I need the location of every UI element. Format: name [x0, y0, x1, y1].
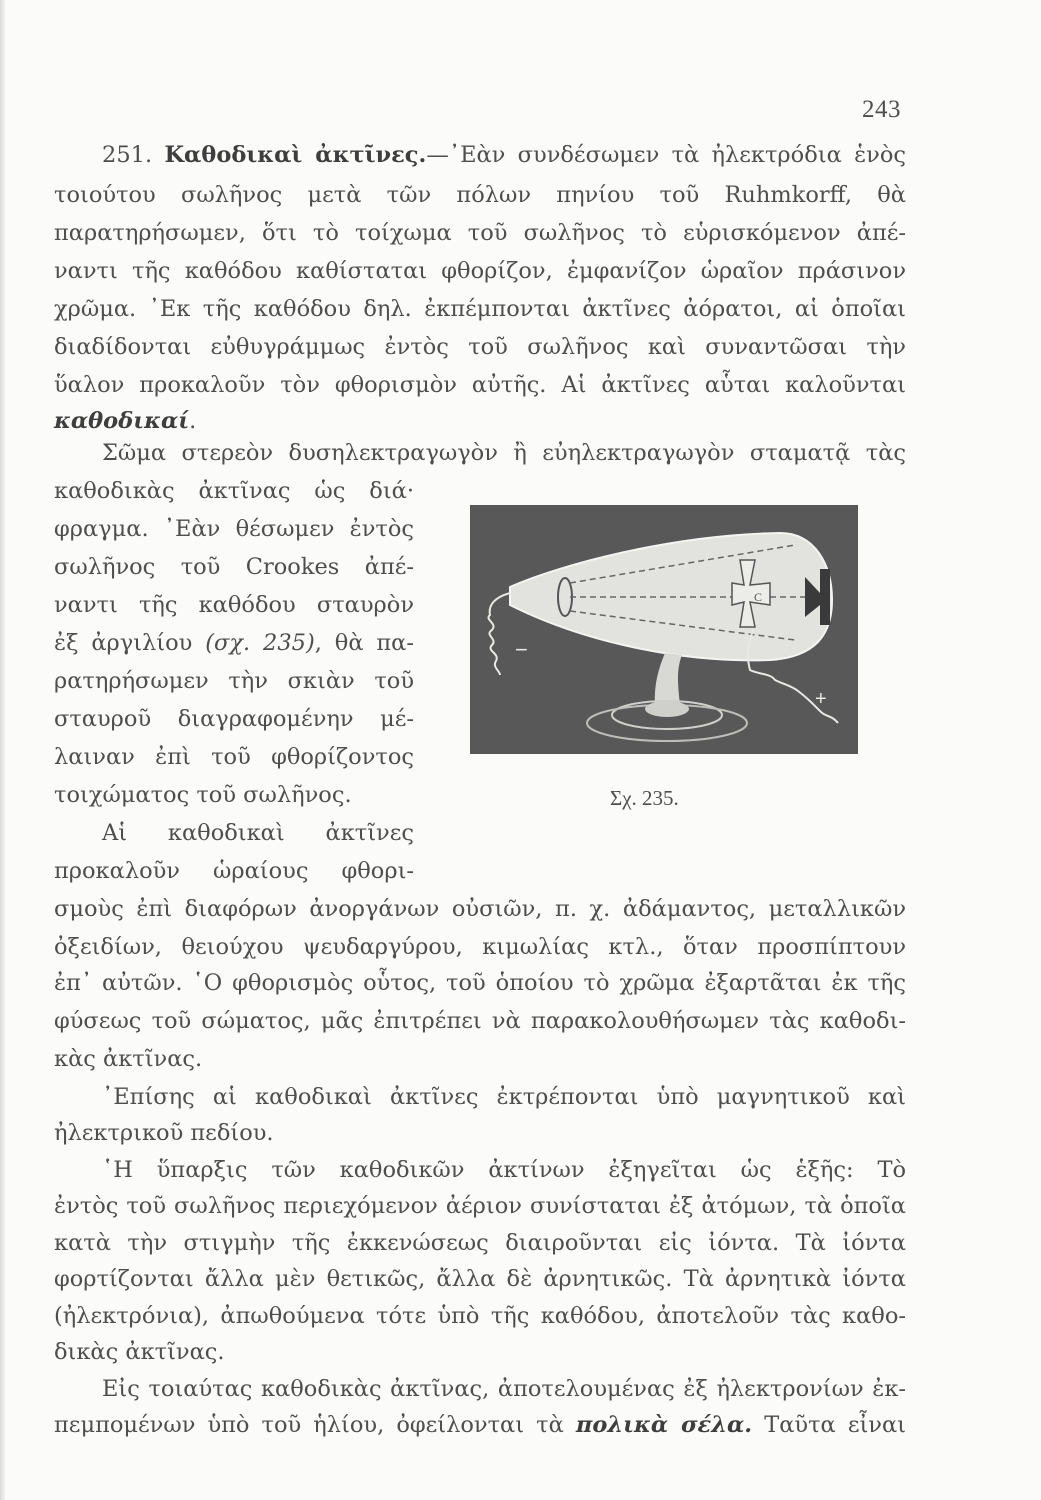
text-line: [54, 628, 414, 658]
section-heading-line: [102, 140, 906, 170]
text-line: καθοδικὰς ἀκτῖνας ὡς διά·: [54, 478, 414, 504]
text-line: ὀξειδίων, θειούχου ψευδαργύρου, κιμωλίας κτλ., ὅταν προσπίπτουν: [54, 934, 906, 960]
text-line: φορτίζονται ἄλλα μὲν θετικῶς, ἄλλα δὲ ἀρνητικῶς. Τὰ ἀρνητικὰ ἰόντα: [54, 1266, 906, 1292]
text-line: ᾿Επίσης αἱ καθοδικαὶ ἀκτῖνες ἐκτρέπονται ὑπὸ μαγνητικοῦ καὶ: [102, 1084, 906, 1110]
text-line: σταυροῦ διαγραφομένην μέ-: [54, 706, 414, 732]
text-line: χρῶμα. ᾿Εκ τῆς καθόδου δηλ. ἐκπέμπονται ἀκτῖνες ἀόρατοι, αἱ ὁποῖαι: [54, 296, 906, 322]
text-segment: Ταῦτα εἶναι: [752, 1412, 906, 1438]
text-line: Αἱ καθοδικαὶ ἀκτῖνες: [102, 820, 414, 846]
text-segment: ἐξ ἀργιλίου: [54, 630, 206, 656]
cathode-label: C: [754, 590, 763, 604]
text-line: [54, 406, 906, 436]
text-line: φραγμα. ᾿Εὰν θέσωμεν ἐντὸς: [54, 516, 414, 542]
text-line: φύσεως τοῦ σώματος, μᾶς ἐπιτρέπει νὰ παρακολουθήσωμεν τὰς καθοδι-: [54, 1008, 906, 1034]
section-number: 251.: [102, 142, 153, 168]
text-line: (ἠλεκτρόνια), ἀπωθούμενα τότε ὑπὸ τῆς καθόδου, ἀποτελοῦν τὰς καθο-: [54, 1303, 906, 1329]
figure-reference: (σχ. 235): [205, 630, 315, 656]
page-number: 243: [862, 96, 901, 123]
text-segment: πεμπομένων ὑπὸ τοῦ ἡλίου, ὀφείλονται τὰ: [54, 1412, 576, 1438]
figure-caption: Σχ. 235.: [610, 786, 679, 810]
section-title: Καθοδικαὶ ἀκτῖνες.: [164, 142, 427, 168]
text-line: σμοὺς ἐπὶ διαφόρων ἀνοργάνων οὐσιῶν, π. χ. ἀδάμαντος, μεταλλικῶν: [54, 896, 906, 922]
text-line: Σῶμα στερεὸν δυσηλεκτραγωγὸν ἢ εὐηλεκτραγωγὸν σταματᾷ τὰς: [102, 440, 906, 466]
text-line: [54, 1410, 906, 1440]
text-line: κὰς ἀκτῖνας.: [54, 1046, 203, 1072]
text-line: τοιούτου σωλῆνος μετὰ τῶν πόλων πηνίου τοῦ Ruhmkorff, θὰ: [54, 182, 906, 208]
text-line: ναντι τῆς καθόδου καθίσταται φθορίζον, ἐμφανίζον ὡραῖον πράσινον: [54, 258, 906, 284]
text-line: δικὰς ἀκτῖνας.: [54, 1339, 225, 1365]
text-line: ἠλεκτρικοῦ πεδίου.: [54, 1120, 274, 1146]
text-line: ἐπ᾿ αὐτῶν. ῾Ο φθορισμὸς οὗτος, τοῦ ὁποίου τὸ χρῶμα ἐξαρτᾶται ἐκ τῆς: [54, 970, 906, 996]
text-line: λαιναν ἐπὶ τοῦ φθορίζοντος: [54, 744, 414, 770]
text-segment: .: [189, 408, 197, 434]
positive-terminal-label: +: [815, 688, 827, 710]
text-line: προκαλοῦν ὡραίους φθορι-: [54, 858, 414, 884]
page-spine-shadow: [0, 0, 6, 1500]
text-line: σωλῆνος τοῦ Crookes ἀπέ-: [54, 554, 414, 580]
text-line: διαδίδονται εὐθυγράμμως ἐντὸς τοῦ σωλῆνος καὶ συναντῶσαι τὴν: [54, 334, 906, 360]
text-line: Εἰς τοιαύτας καθοδικὰς ἀκτῖνας, ἀποτελουμένας ἐξ ἠλεκτρονίων ἐκ-: [102, 1376, 906, 1402]
text-segment: —᾿Εὰν συνδέσωμεν τὰ ἠλεκτρόδια ἑνὸς: [426, 142, 906, 168]
text-line: ἐντὸς τοῦ σωλῆνος περιεχόμενον ἀέριον συνίσταται ἐξ ἀτόμων, τὰ ὁποῖα: [54, 1193, 906, 1219]
text-line: ναντι τῆς καθόδου σταυρὸν: [54, 592, 414, 618]
emphasis-term: πολικὰ σέλα.: [575, 1412, 753, 1438]
text-line: ρατηρήσωμεν τὴν σκιὰν τοῦ: [54, 668, 414, 694]
text-line: κατὰ τὴν στιγμὴν τῆς ἐκκενώσεως διαιροῦνται εἰς ἰόντα. Τὰ ἰόντα: [54, 1230, 906, 1256]
text-line: παρατηρήσωμεν, ὅτι τὸ τοίχωμα τοῦ σωλῆνος τὸ εὑρισκόμενον ἀπέ-: [54, 220, 906, 246]
text-segment: , θὰ πα-: [314, 630, 414, 656]
text-line: ῾Η ὕπαρξις τῶν καθοδικῶν ἀκτίνων ἐξηγεῖται ὡς ἑξῆς: Τὸ: [102, 1157, 906, 1183]
text-line: τοιχώματος τοῦ σωλῆνος.: [54, 782, 352, 808]
negative-terminal-label: −: [515, 637, 528, 662]
crookes-tube-illustration: [470, 505, 858, 754]
text-line: ὕαλον προκαλοῦν τὸν φθορισμὸν αὐτῆς. Αἱ ἀκτῖνες αὗται καλοῦνται: [54, 372, 906, 398]
emphasis-term: καθοδικαί: [54, 408, 190, 434]
crookes-tube-figure: [470, 505, 858, 754]
